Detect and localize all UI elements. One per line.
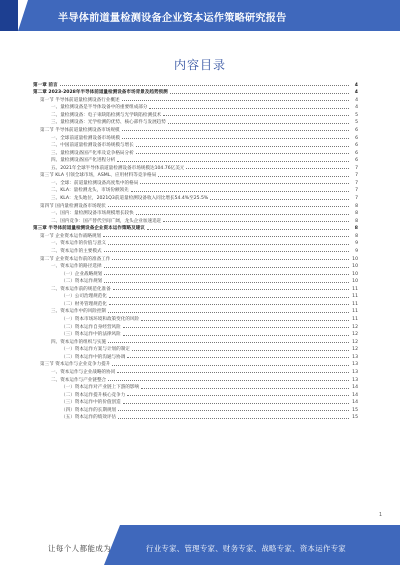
toc-entry-page: 4 bbox=[354, 82, 358, 88]
toc-entry-label: 第一章 前言 bbox=[33, 82, 58, 88]
toc-entry-label: （五）资本运作的绩效评估 bbox=[61, 415, 117, 421]
toc-entry[interactable] bbox=[33, 337, 358, 345]
toc-entry-page: 8 bbox=[355, 203, 358, 209]
toc-leader-dots bbox=[123, 402, 349, 404]
toc-entry-page: 10 bbox=[352, 279, 358, 285]
toc-entry-page: 11 bbox=[352, 317, 358, 322]
toc-entry[interactable] bbox=[33, 254, 358, 262]
toc-entry-page: 4 bbox=[355, 97, 358, 103]
toc-leader-dots bbox=[118, 409, 349, 411]
toc-entry[interactable] bbox=[33, 118, 358, 126]
toc-entry-label: 第一节 半导体前道量检测设备行业概述 bbox=[40, 97, 120, 103]
toc-entry-page: 14 bbox=[352, 385, 358, 391]
toc-entry-label: （二）资本运作提升核心竞争力 bbox=[61, 392, 126, 398]
toc-entry-page: 12 bbox=[352, 339, 358, 345]
toc-entry-label: （一）资本运作方案与计划的制定 bbox=[61, 347, 130, 353]
toc-entry-page: 4 bbox=[355, 105, 358, 111]
toc-entry[interactable] bbox=[33, 246, 358, 254]
toc-entry[interactable] bbox=[33, 156, 358, 164]
toc-entry-page: 14 bbox=[352, 392, 358, 398]
toc-entry[interactable] bbox=[33, 80, 358, 88]
toc-entry-page: 11 bbox=[352, 309, 358, 315]
toc-entry[interactable] bbox=[33, 360, 358, 368]
toc-entry[interactable] bbox=[33, 88, 358, 96]
toc-leader-dots bbox=[136, 145, 349, 147]
table-of-contents bbox=[33, 80, 358, 420]
toc-entry-label: 第三节 KLA 引领全球市场，ASML、应用材料等竞争格局 bbox=[40, 173, 157, 179]
toc-leader-dots bbox=[122, 129, 349, 131]
toc-entry-page: 12 bbox=[352, 347, 358, 353]
toc-entry[interactable] bbox=[33, 262, 358, 270]
toc-leader-dots bbox=[117, 160, 349, 162]
toc-leader-dots bbox=[104, 266, 349, 268]
toc-entry-page: 7 bbox=[355, 188, 358, 194]
toc-entry-page: 6 bbox=[355, 143, 358, 149]
footer-bar bbox=[0, 525, 400, 565]
toc-entry-page: 13 bbox=[352, 354, 358, 360]
toc-entry-page: 11 bbox=[352, 286, 358, 292]
toc-entry-page: 9 bbox=[355, 248, 358, 254]
toc-leader-dots bbox=[131, 190, 349, 192]
toc-entry-page: 11 bbox=[352, 294, 358, 300]
toc-entry-page: 7 bbox=[355, 165, 358, 171]
header-accent-block bbox=[0, 0, 18, 31]
toc-entry[interactable] bbox=[33, 193, 358, 201]
toc-leader-dots bbox=[123, 334, 349, 336]
toc-entry-page: 4 bbox=[354, 90, 358, 96]
toc-entry[interactable] bbox=[33, 95, 358, 103]
toc-entry-label: 二、中国前道量检测设备市场规模与增长 bbox=[51, 143, 134, 149]
toc-entry[interactable] bbox=[33, 330, 358, 338]
toc-entry-page: 5 bbox=[355, 120, 358, 126]
toc-entry[interactable] bbox=[33, 231, 358, 239]
toc-entry[interactable] bbox=[33, 269, 358, 277]
toc-entry-page: 10 bbox=[352, 256, 358, 262]
toc-leader-dots bbox=[141, 319, 349, 321]
toc-entry-label: 四、量检测设备国产化进程分析 bbox=[51, 158, 116, 164]
toc-leader-dots bbox=[136, 152, 349, 154]
toc-entry[interactable] bbox=[33, 125, 358, 133]
toc-entry-label: （一）企业战略规划 bbox=[61, 271, 103, 277]
toc-leader-dots bbox=[108, 379, 349, 381]
toc-leader-dots bbox=[103, 235, 349, 237]
toc-entry-label: 一、国内：量检测设备市场规模增长较快 bbox=[51, 211, 134, 217]
toc-entry-label: 一、全球：前道量检测设备高度集中的格局 bbox=[51, 180, 139, 186]
toc-entry[interactable] bbox=[33, 292, 358, 300]
toc-entry-label: 第三章 半导体前道量检测设备企业资本运作策略及建议 bbox=[33, 226, 145, 232]
toc-entry-label: （一）资本运作对产业链上下游的影响 bbox=[61, 385, 140, 391]
toc-entry-label: 第二节 半导体前道量检测设备市场规模 bbox=[40, 127, 120, 133]
toc-entry[interactable] bbox=[33, 216, 358, 224]
toc-entry[interactable] bbox=[33, 345, 358, 353]
toc-leader-dots bbox=[163, 220, 349, 222]
toc-leader-dots bbox=[123, 326, 349, 328]
toc-entry[interactable] bbox=[33, 171, 358, 179]
toc-leader-dots bbox=[186, 167, 349, 169]
toc-leader-dots bbox=[122, 99, 349, 101]
toc-leader-dots bbox=[170, 92, 349, 94]
toc-entry-page: 13 bbox=[352, 377, 358, 383]
toc-entry-label: （二）财务管理规范化 bbox=[61, 301, 107, 307]
toc-entry-page: 13 bbox=[352, 369, 358, 375]
toc-entry-label: 一、量检测设备是半导体设备中的重要组成部分 bbox=[51, 105, 148, 111]
toc-entry[interactable] bbox=[33, 390, 358, 398]
toc-leader-dots bbox=[163, 114, 349, 116]
toc-entry-label: 一、全球前道量检测设备市场规模 bbox=[51, 135, 120, 141]
toc-entry-page: 8 bbox=[355, 211, 358, 217]
toc-entry[interactable] bbox=[33, 277, 358, 285]
toc-entry-label: 四、资本运作的组织与实施 bbox=[51, 339, 107, 345]
toc-entry-label: （二）资本运作自身经营风险 bbox=[61, 324, 121, 330]
toc-leader-dots bbox=[109, 303, 349, 305]
toc-leader-dots bbox=[147, 228, 349, 230]
toc-entry-label: 一、资本运作与企业战略的协同 bbox=[51, 369, 116, 375]
toc-entry-page: 6 bbox=[355, 135, 358, 141]
toc-entry-label: 二、量检测设备：电子束缺陷检测与光学缺陷检测技术 bbox=[51, 112, 162, 118]
toc-entry-label: 第四节 国内量检测设备市场现状 bbox=[40, 203, 106, 209]
toc-entry-page: 8 bbox=[355, 233, 358, 239]
toc-entry[interactable] bbox=[33, 178, 358, 186]
toc-entry-label: （四）资本运作的长期规划 bbox=[61, 407, 117, 413]
toc-leader-dots bbox=[149, 107, 349, 109]
toc-leader-dots bbox=[158, 175, 349, 177]
toc-leader-dots bbox=[141, 387, 349, 389]
toc-leader-dots bbox=[108, 205, 349, 207]
toc-leader-dots bbox=[132, 349, 349, 351]
toc-entry[interactable] bbox=[33, 307, 358, 315]
toc-entry-page: 8 bbox=[355, 218, 358, 224]
toc-entry-page: 5 bbox=[355, 112, 358, 118]
toc-entry[interactable] bbox=[33, 224, 358, 232]
toc-entry-page: 7 bbox=[355, 180, 358, 186]
toc-entry-label: 一、资本运作的价值与意义 bbox=[51, 241, 107, 247]
toc-entry-page: 9 bbox=[355, 241, 358, 247]
toc-entry-page: 6 bbox=[355, 150, 358, 156]
toc-entry-label: 二、KLA：量检测龙头，市场份额领先 bbox=[51, 188, 129, 194]
toc-leader-dots bbox=[140, 182, 349, 184]
toc-entry-page: 15 bbox=[352, 415, 358, 421]
toc-entry-label: （三）资本运作中的价值创造 bbox=[61, 400, 121, 406]
toc-entry-label: 三、KLA：龙头地位，2021Q3前道量检测设备收入同比增长54.4%至25.5% bbox=[51, 196, 209, 201]
toc-entry[interactable] bbox=[33, 201, 358, 209]
toc-entry-page: 12 bbox=[352, 332, 358, 338]
toc-leader-dots bbox=[127, 394, 349, 396]
toc-leader-dots bbox=[168, 122, 349, 124]
toc-entry[interactable] bbox=[33, 284, 358, 292]
toc-entry-label: 一、资本运作的路径选择 bbox=[51, 264, 102, 270]
toc-entry-label: 二、资本运作前的规范化准备 bbox=[51, 286, 111, 292]
toc-entry[interactable] bbox=[33, 352, 358, 360]
toc-entry-label: 三、量检测设备：光学检测的优势、核心部件与发展趋势 bbox=[51, 120, 166, 126]
toc-entry-page: 15 bbox=[352, 407, 358, 413]
toc-entry-page: 10 bbox=[352, 271, 358, 277]
toc-heading: 内容目录 bbox=[173, 58, 226, 72]
toc-entry[interactable] bbox=[33, 163, 358, 171]
toc-leader-dots bbox=[104, 250, 349, 252]
toc-entry-page: 7 bbox=[355, 196, 358, 201]
toc-entry[interactable] bbox=[33, 148, 358, 156]
toc-leader-dots bbox=[112, 364, 349, 366]
toc-entry-label: 三、资本运作中的风险控制 bbox=[51, 309, 107, 315]
toc-entry[interactable] bbox=[33, 141, 358, 149]
toc-entry-page: 6 bbox=[355, 127, 358, 133]
toc-leader-dots bbox=[122, 137, 349, 139]
toc-entry[interactable] bbox=[33, 367, 358, 375]
toc-entry[interactable] bbox=[33, 239, 358, 247]
toc-entry[interactable] bbox=[33, 209, 358, 217]
toc-entry-label: 第二章 2023-2028年半导体前道量检测设备市场背景及趋势预测 bbox=[33, 90, 168, 96]
toc-entry-label: （一）资本市场环境和政策变化的风险 bbox=[61, 317, 140, 322]
header-bar bbox=[0, 0, 400, 31]
toc-leader-dots bbox=[210, 198, 349, 200]
toc-entry-page: 11 bbox=[352, 301, 358, 307]
toc-entry[interactable] bbox=[33, 186, 358, 194]
toc-entry-label: 第三节 资本运作与企业竞争力提升 bbox=[40, 362, 111, 368]
toc-entry[interactable] bbox=[33, 405, 358, 413]
toc-entry-label: （二）资本运作规划 bbox=[61, 279, 103, 285]
toc-leader-dots bbox=[104, 273, 349, 275]
toc-entry[interactable] bbox=[33, 110, 358, 118]
toc-entry-page: 12 bbox=[352, 324, 358, 330]
toc-entry-label: 二、国内竞争：国产替代空间广阔，龙头企业加速追赶 bbox=[51, 218, 162, 224]
toc-entry[interactable] bbox=[33, 103, 358, 111]
toc-leader-dots bbox=[112, 258, 349, 260]
toc-entry-page: 10 bbox=[352, 264, 358, 270]
toc-entry[interactable] bbox=[33, 383, 358, 391]
toc-leader-dots bbox=[117, 371, 349, 373]
toc-leader-dots bbox=[136, 213, 349, 215]
toc-entry[interactable] bbox=[33, 299, 358, 307]
toc-leader-dots bbox=[104, 281, 349, 283]
toc-leader-dots bbox=[113, 288, 349, 290]
toc-entry-label: 三、量检测设备国产化率及竞争格局分析 bbox=[51, 150, 134, 156]
toc-entry-label: （一）公司治理规范化 bbox=[61, 294, 107, 300]
footer-slogan: 让每个人都能成为 bbox=[48, 544, 112, 553]
toc-entry[interactable] bbox=[33, 413, 358, 421]
toc-entry-label: 第二节 企业资本运作前的准备工作 bbox=[40, 256, 111, 262]
toc-entry-label: 五、2021年全球半导体前道量检测设备市场规模达104.76亿美元 bbox=[51, 165, 185, 171]
toc-leader-dots bbox=[127, 356, 349, 358]
toc-entry-label: 第一节 企业资本运作战略规划 bbox=[40, 233, 102, 239]
toc-entry-page: 7 bbox=[355, 173, 358, 179]
toc-leader-dots bbox=[60, 84, 349, 86]
footer-tagline: 行业专家、管理专家、财务专家、战略专家、资本运作专家 bbox=[146, 544, 346, 553]
toc-entry-label: 二、资本运作与产业链整合 bbox=[51, 377, 107, 383]
page-number: 1 bbox=[378, 513, 382, 518]
toc-entry-page: 8 bbox=[354, 226, 358, 232]
toc-leader-dots bbox=[108, 341, 349, 343]
toc-entry[interactable] bbox=[33, 314, 358, 322]
toc-entry-page: 6 bbox=[355, 158, 358, 164]
toc-entry[interactable] bbox=[33, 322, 358, 330]
toc-entry-page: 13 bbox=[352, 362, 358, 368]
toc-entry[interactable] bbox=[33, 398, 358, 406]
toc-leader-dots bbox=[108, 311, 349, 313]
toc-leader-dots bbox=[109, 296, 349, 298]
toc-entry-label: 二、资本运作的主要模式 bbox=[51, 248, 102, 254]
toc-entry-label: （二）资本运作中的沟通与协调 bbox=[61, 354, 126, 360]
toc-entry[interactable] bbox=[33, 133, 358, 141]
toc-leader-dots bbox=[108, 243, 349, 245]
report-title: 半导体前道量检测设备企业资本运作策略研究报告 bbox=[58, 13, 287, 24]
toc-entry-label: （三）资本运作中的法律风险 bbox=[61, 332, 121, 338]
toc-entry-page: 14 bbox=[352, 400, 358, 406]
toc-leader-dots bbox=[118, 417, 349, 419]
toc-entry[interactable] bbox=[33, 375, 358, 383]
